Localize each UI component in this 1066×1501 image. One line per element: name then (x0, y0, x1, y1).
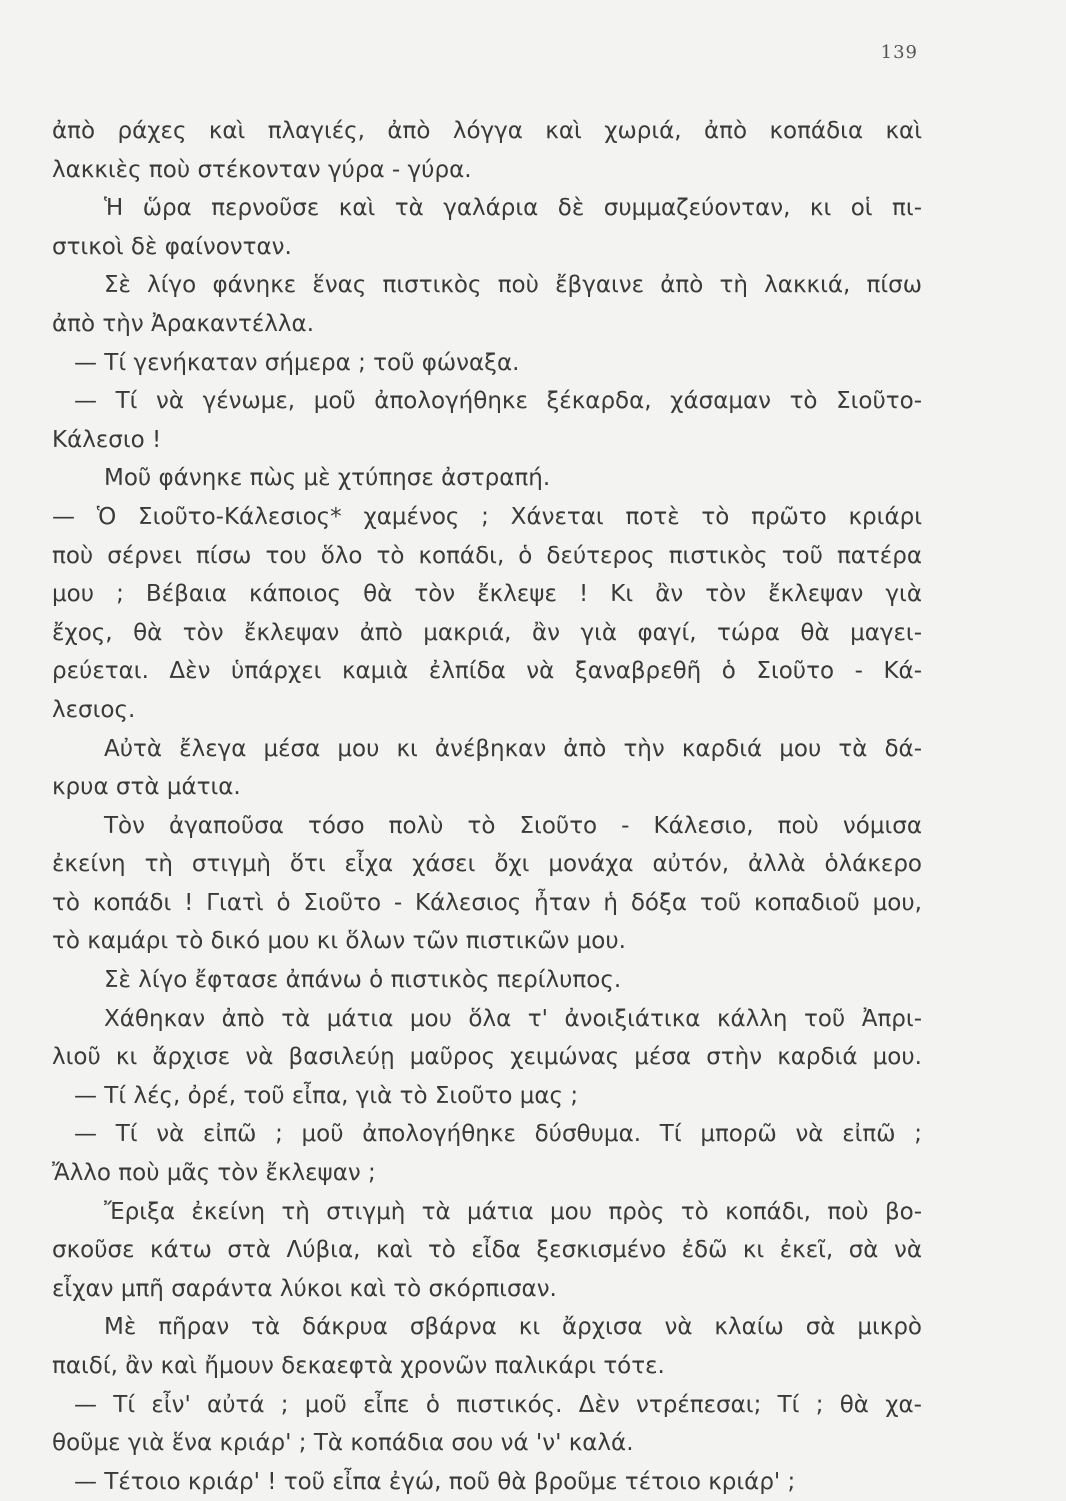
text-line: Ἔριξα ἐκείνη τὴ στιγμὴ τὰ μάτια μου πρὸς τὸ κοπάδι, ποὺ βο- (104, 1198, 922, 1225)
text-line: Ἄλλο ποὺ μᾶς τὸν ἔκλεψαν ; (52, 1160, 376, 1187)
text-line: Σὲ λίγο φάνηκε ἕνας πιστικὸς ποὺ ἔβγαινε ἀπὸ τὴ λακκιά, πίσω (104, 272, 922, 299)
text-line: μου ; Βέβαια κάποιος θὰ τὸν ἔκλεψε ! Κι ἂν τὸν ἔκλεψαν γιὰ (52, 581, 922, 608)
text-line: στικοὶ δὲ φαίνονταν. (52, 233, 292, 260)
text-line: — Τί γενήκαταν σήμερα ; τοῦ φώναξα. (74, 349, 520, 376)
text-line: λιοῦ κι ἄρχισε νὰ βασιλεύῃ μαῦρος χειμώνας μέσα στὴν καρδιά μου. (52, 1044, 922, 1071)
text-line: Χάθηκαν ἀπὸ τὰ μάτια μου ὅλα τ' ἀνοιξιάτικα κάλλη τοῦ Ἀπρι- (104, 1005, 922, 1032)
text-line: κρυα στὰ μάτια. (52, 774, 241, 801)
text-line: τὸ καμάρι τὸ δικό μου κι ὅλων τῶν πιστικῶν μου. (52, 928, 626, 955)
body-text (52, 112, 922, 1501)
text-line: — Τέτοιο κριάρ' ! τοῦ εἶπα ἐγώ, ποῦ θὰ βροῦμε τέτοιο κριάρ' ; (74, 1468, 796, 1495)
text-line: θοῦμε γιὰ ἕνα κριάρ' ; Τὰ κοπάδια σου νά 'ν' καλά. (52, 1430, 634, 1457)
text-line: Ἡ ὥρα περνοῦσε καὶ τὰ γαλάρια δὲ συμμαζεύονταν, κι οἱ πι- (104, 195, 922, 222)
text-line: Τὸν ἀγαποῦσα τόσο πολὺ τὸ Σιοῦτο - Κάλεσιο, ποὺ νόμισα (104, 812, 922, 839)
text-line: — Τί νὰ γένωμε, μοῦ ἀπολογήθηκε ξέκαρδα, χάσαμαν τὸ Σιοῦτο- (74, 388, 922, 415)
text-line: παιδί, ἂν καὶ ἤμουν δεκαεφτὰ χρονῶν παλικάρι τότε. (52, 1353, 665, 1379)
text-line: ἀπὸ τὴν Ἀρακαντέλλα. (52, 310, 315, 337)
text-line: — Τί λές, ὀρέ, τοῦ εἶπα, γιὰ τὸ Σιοῦτο μας ; (74, 1082, 579, 1109)
text-line: σκοῦσε κάτω στὰ Λύβια, καὶ τὸ εἶδα ξεσκισμένο ἐδῶ κι ἐκεῖ, σὰ νὰ (52, 1237, 922, 1264)
text-line: λεσιος. (52, 696, 136, 723)
text-line: — Τί εἶν' αὐτά ; μοῦ εἶπε ὁ πιστικός. Δὲν ντρέπεσαι; Τί ; θὰ χα- (74, 1391, 922, 1418)
text-line: — Τί νὰ εἰπῶ ; μοῦ ἀπολογήθηκε δύσθυμα. Τί μπορῶ νὰ εἰπῶ ; (74, 1121, 922, 1148)
text-line: ποὺ σέρνει πίσω του ὅλο τὸ κοπάδι, ὁ δεύτερος πιστικὸς τοῦ πατέρα (52, 542, 922, 569)
text-line: τὸ κοπάδι ! Γιατὶ ὁ Σιοῦτο - Κάλεσιος ἦταν ἡ δόξα τοῦ κοπαδιοῦ μου, (52, 889, 922, 916)
text-line: ἔχος, θὰ τὸν ἔκλεψαν ἀπὸ μακριά, ἂν γιὰ φαγί, τώρα θὰ μαγει- (52, 619, 922, 646)
text-line: λακκιὲς ποὺ στέκονταν γύρα - γύρα. (52, 156, 472, 183)
text-line: Αὐτὰ ἔλεγα μέσα μου κι ἀνέβηκαν ἀπὸ τὴν καρδιά μου τὰ δά- (104, 735, 922, 762)
text-line: ἀπὸ ράχες καὶ πλαγιές, ἀπὸ λόγγα καὶ χωριά, ἀπὸ κοπάδια καὶ (52, 118, 922, 144)
text-line: εἶχαν μπῆ σαράντα λύκοι καὶ τὸ σκόρπισαν. (52, 1275, 557, 1302)
text-line: ρεύεται. Δὲν ὑπάρχει καμιὰ ἐλπίδα νὰ ξαναβρεθῆ ὁ Σιοῦτο - Κά- (52, 658, 922, 685)
text-line: Μὲ πῆραν τὰ δάκρυα σβάρνα κι ἄρχισα νὰ κλαίω σὰ μικρὸ (104, 1314, 922, 1341)
page-number: 139 (880, 42, 918, 63)
text-line: — Ὁ Σιοῦτο-Κάλεσιος* χαμένος ; Χάνεται ποτὲ τὸ πρῶτο κριάρι (52, 503, 922, 530)
text-line: ἐκείνη τὴ στιγμὴ ὅτι εἶχα χάσει ὄχι μονάχα αὐτόν, ἀλλὰ ὁλάκερο (52, 851, 922, 878)
text-line: Μοῦ φάνηκε πὼς μὲ χτύπησε ἀστραπή. (104, 465, 551, 492)
text-line: Σὲ λίγο ἔφτασε ἀπάνω ὁ πιστικὸς περίλυπος. (104, 967, 622, 994)
text-line: Κάλεσιο ! (52, 426, 162, 453)
